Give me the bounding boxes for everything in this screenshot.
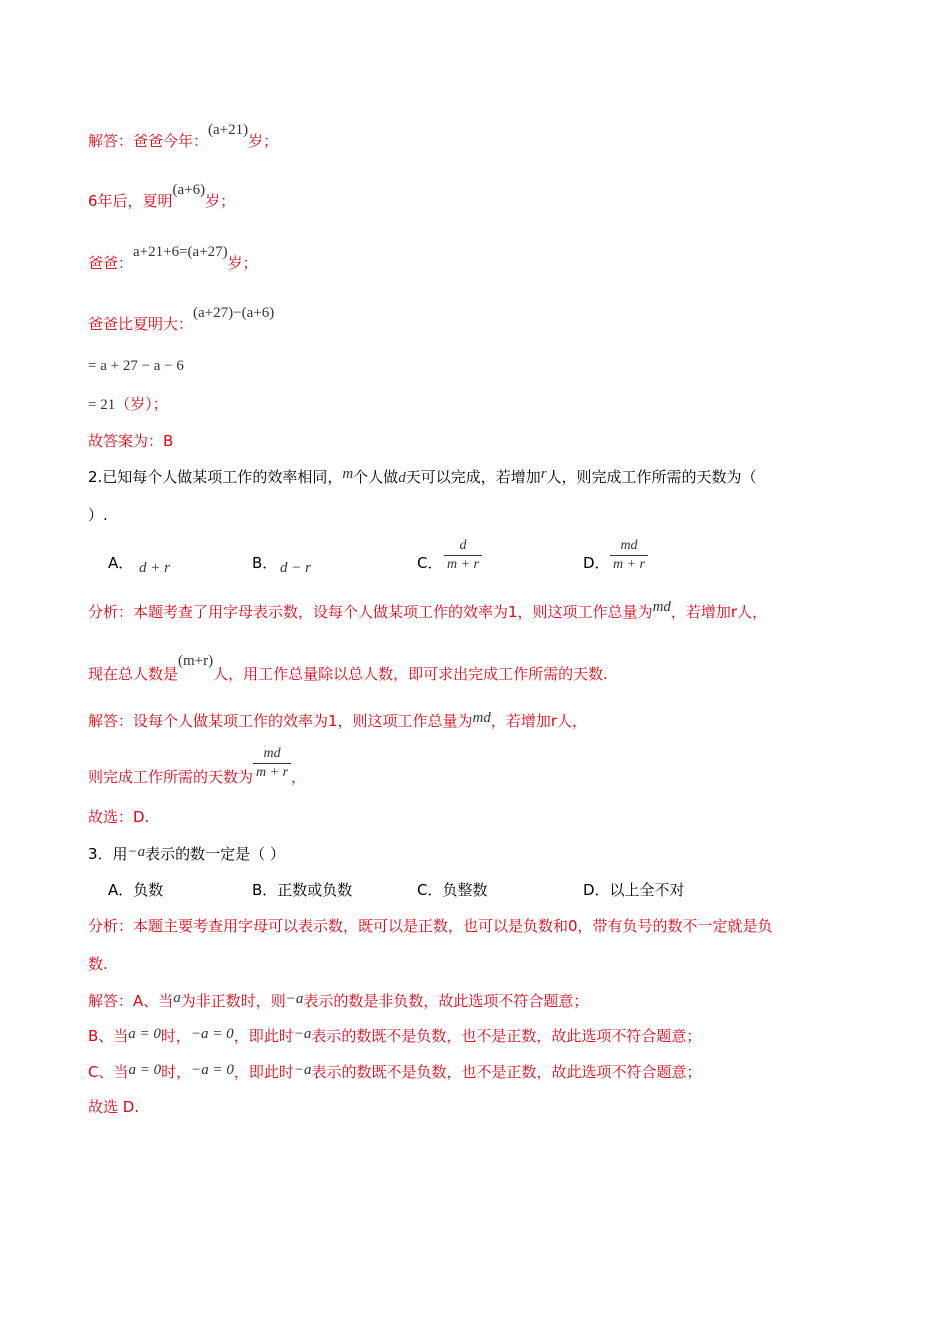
text: 3．用 [88, 845, 128, 863]
numerator: md [610, 537, 648, 556]
math-var: md [472, 710, 491, 726]
text: 表示的数既不是负数，也不是正数，故此选项不符合题意； [311, 1063, 702, 1081]
text: 表示的数是非负数，故此选项不符合题意； [303, 992, 589, 1010]
text: C、当 [88, 1063, 129, 1081]
q3-analysis-2: 数. [88, 955, 108, 973]
text: 天可以完成，若增加 [405, 468, 541, 486]
text: 时， [160, 1027, 191, 1045]
denominator: m + r [613, 557, 646, 572]
question-2-stem [88, 466, 757, 487]
math-expr: −a = 0 [190, 1026, 234, 1042]
math-expr: a = 0 [128, 1062, 162, 1078]
solution-line-1 [88, 122, 279, 151]
question-2-stem-close: ）. [88, 506, 108, 524]
math-var: m [342, 466, 354, 482]
math-var: r [540, 466, 547, 482]
math-var: md [652, 599, 671, 615]
text: 个人做 [353, 468, 399, 486]
text: 岁； [248, 132, 279, 150]
q3-solution-b [88, 1025, 701, 1046]
q3-answer: 故选 D. [88, 1098, 140, 1116]
text: 6年后，夏明 [88, 192, 173, 210]
text: B、当 [88, 1027, 129, 1045]
option-a[interactable] [108, 552, 133, 573]
text: 解答：爸爸今年： [88, 132, 209, 150]
option-label: B． [252, 554, 278, 572]
text: 分析：本题考查了用字母表示数，设每个人做某项工作的效率为1，则这项工作总量为 [88, 603, 653, 621]
text: 人，则完成工作所需的天数为（ [546, 468, 757, 486]
text: ，即此时 [233, 1063, 294, 1081]
option-c-fraction [444, 537, 482, 574]
text: 岁； [227, 254, 258, 272]
option-d-fraction [610, 537, 648, 574]
text: ，若增加r人， [670, 603, 768, 621]
math-expr: = a + 27 − a − 6 [88, 358, 184, 374]
text: 时， [161, 1063, 192, 1081]
q2-solution-1 [88, 710, 587, 731]
text: ，若增加r人， [490, 712, 588, 730]
q3-option-c[interactable]: C．负整数 [417, 881, 488, 899]
math-var: d [398, 470, 406, 486]
math-expr: a = 0 [128, 1026, 161, 1042]
q3-analysis-1: 分析：本题主要考查用字母可以表示数，既可以是正数，也可以是负数和0，带有负号的数不一定就是负 [88, 917, 773, 935]
numerator: d [444, 537, 482, 556]
q3-option-d[interactable]: D．以上全不对 [583, 881, 685, 899]
q3-solution-a [88, 990, 588, 1011]
text: 爸爸： [88, 254, 134, 272]
text: （岁）； [115, 395, 168, 413]
option-label: C． [417, 554, 443, 572]
text: ， [291, 768, 307, 786]
text: 为非正数时，则 [180, 992, 286, 1010]
text: 表示的数既不是负数，也不是正数，故此选项不符合题意； [311, 1027, 702, 1045]
q2-analysis-2 [88, 653, 608, 684]
math-expr: (a+27)−(a+6) [193, 305, 275, 321]
math-expr: a+21+6=(a+27) [133, 244, 228, 260]
q2-solution-2 [88, 745, 307, 786]
q3-option-a[interactable]: A．负数 [108, 881, 164, 899]
math-expr: −a = 0 [191, 1062, 234, 1078]
q3-option-b[interactable]: B．正数或负数 [252, 881, 353, 899]
math-var: a [173, 990, 181, 1006]
text: 表示的数一定是（ ） [145, 845, 285, 863]
q2-analysis-1 [88, 601, 767, 622]
option-label: D． [583, 554, 610, 572]
option-a-expr: d + r [139, 560, 170, 576]
text: 爸爸比夏明大： [88, 315, 194, 333]
solution-line-5 [88, 356, 184, 375]
math-expr: (a+6) [172, 182, 206, 198]
answer-1: 故答案为：B [88, 432, 174, 450]
option-label: A． [108, 554, 134, 572]
option-b[interactable] [252, 552, 277, 573]
text: 解答：设每个人做某项工作的效率为1，则这项工作总量为 [88, 712, 473, 730]
solution-line-6 [88, 393, 168, 414]
denominator: m + r [447, 557, 480, 572]
denominator: m + r [256, 765, 289, 780]
math-expr: −a [285, 991, 304, 1007]
math-expr: −a [127, 844, 146, 860]
math-expr: (a+21) [208, 122, 249, 138]
text: 则完成工作所需的天数为 [88, 768, 254, 786]
text: 现在总人数是 [88, 665, 179, 683]
text: 岁； [205, 192, 236, 210]
option-b-expr: d − r [280, 560, 311, 576]
option-d[interactable] [583, 552, 610, 573]
q3-solution-c [88, 1061, 702, 1082]
text: 人，用工作总量除以总人数，即可求出完成工作所需的天数. [213, 665, 608, 683]
numerator: md [253, 745, 291, 764]
text: 2.已知每个人做某项工作的效率相同， [88, 468, 343, 486]
question-3-stem [88, 843, 285, 864]
solution-line-2 [88, 182, 236, 211]
option-c[interactable] [417, 552, 442, 573]
solution-fraction [253, 745, 291, 782]
math-expr: (m+r) [178, 653, 214, 669]
solution-line-3 [88, 244, 258, 273]
math-expr: −a [293, 1026, 312, 1042]
q2-answer: 故选：D. [88, 808, 150, 826]
text: 解答：A、当 [88, 992, 174, 1010]
solution-line-4 [88, 305, 275, 334]
math-expr: = 21 [88, 397, 116, 413]
text: ，即此时 [233, 1027, 294, 1045]
math-expr: −a [293, 1062, 312, 1078]
